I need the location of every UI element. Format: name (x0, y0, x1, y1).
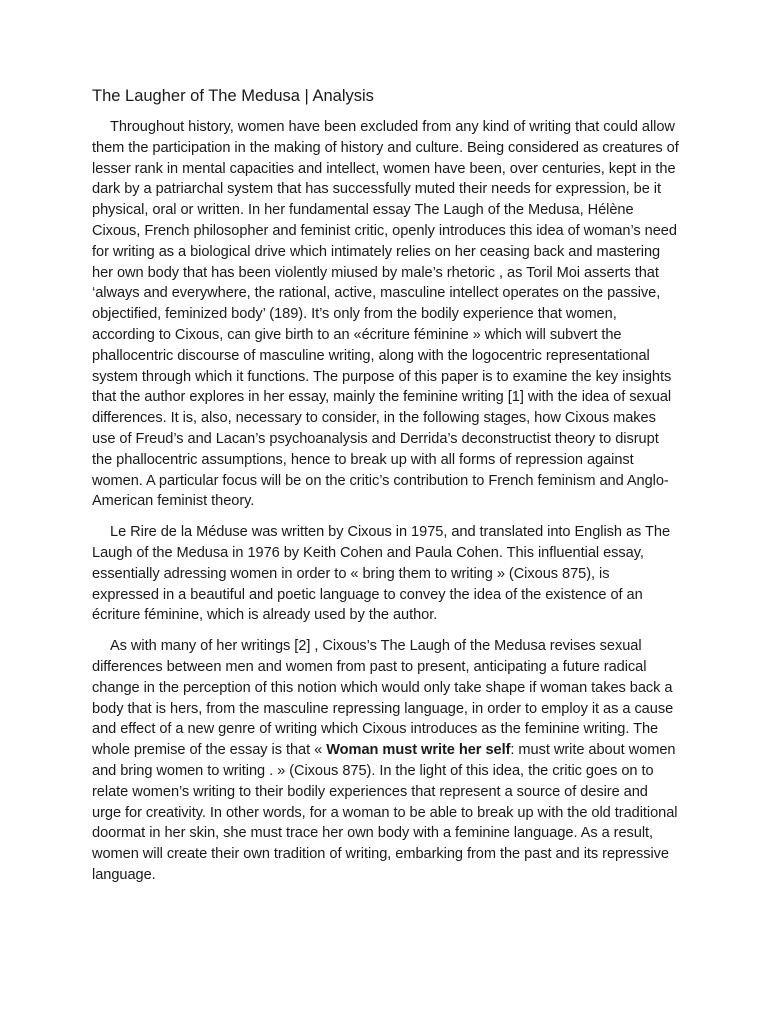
paragraph-3-text-after: : must write about women and bring women to writing . » (Cixous 875). In the light of this idea, the critic goes on to relate women’s writing to their bodily experiences that represent a source of desire and urge for creativity. In other words, for a woman to be able to break up with the old traditional doormat in her skin, she must trace her own body with a feminine language. As a result, women will create their own tradition of writing, embarking from the past and its repressive language. (92, 742, 678, 883)
paragraph-3-text-before: As with many of her writings [2] , Cixous’s The Laugh of the Medusa revises sexual differences between men and women from past to present, anticipating a future radical change in the perception of this notion which would only take shape if woman takes back a body that is hers, from the masculine repressing language, in order to employ it as a cause and effect of a new genre of writing which Cixous introduces as the feminine writing. The whole premise of the essay is that « (92, 638, 674, 759)
paragraph-3 (92, 636, 680, 886)
paragraph-1: Throughout history, women have been excluded from any kind of writing that could allow them the participation in the making of history and culture. Being considered as creatures of lesser rank in mental capacities and intellect, women have been, over centuries, kept in the dark by a patriarchal system that has successfully muted their needs for expression, be it physical, oral or written. In her fundamental essay The Laugh of the Medusa, Hélène Cixous, French philosopher and feminist critic, openly introduces this idea of woman’s need for writing as a biological drive which intimately relies on her ceasing back and mastering her own body that has been violently miused by male’s rhetoric , as Toril Moi asserts that ‘always and everywhere, the rational, active, masculine intellect operates on the passive, objectified, feminized body’ (189). It’s only from the bodily experience that women, according to Cixous, can give birth to an «écriture féminine » which will subvert the phallocentric discourse of masculine writing, along with the logocentric representational system through which it functions. The purpose of this paper is to examine the key insights that the author explores in her essay, mainly the feminine writing [1] with the idea of sexual differences. It is, also, necessary to consider, in the following stages, how Cixous makes use of Freud’s and Lacan’s psychoanalysis and Derrida’s deconstructist theory to disrupt the phallocentric assumptions, hence to break up with all forms of repression against women. A particular focus will be on the critic’s contribution to French feminism and Anglo-American feminist theory. (92, 119, 679, 510)
document-page (92, 84, 680, 896)
paragraph-3-bold-quote: Woman must write her self (326, 742, 511, 759)
paragraph-2: Le Rire de la Méduse was written by Cixous in 1975, and translated into English as The Laugh of the Medusa in 1976 by Keith Cohen and Paula Cohen. This influential essay, essentially adressing women in order to « bring them to writing » (Cixous 875), is expressed in a beautiful and poetic language to convey the idea of the existence of an écriture féminine, which is already used by the author. (92, 524, 671, 624)
document-title: The Laugher of The Medusa | Analysis (92, 87, 374, 105)
